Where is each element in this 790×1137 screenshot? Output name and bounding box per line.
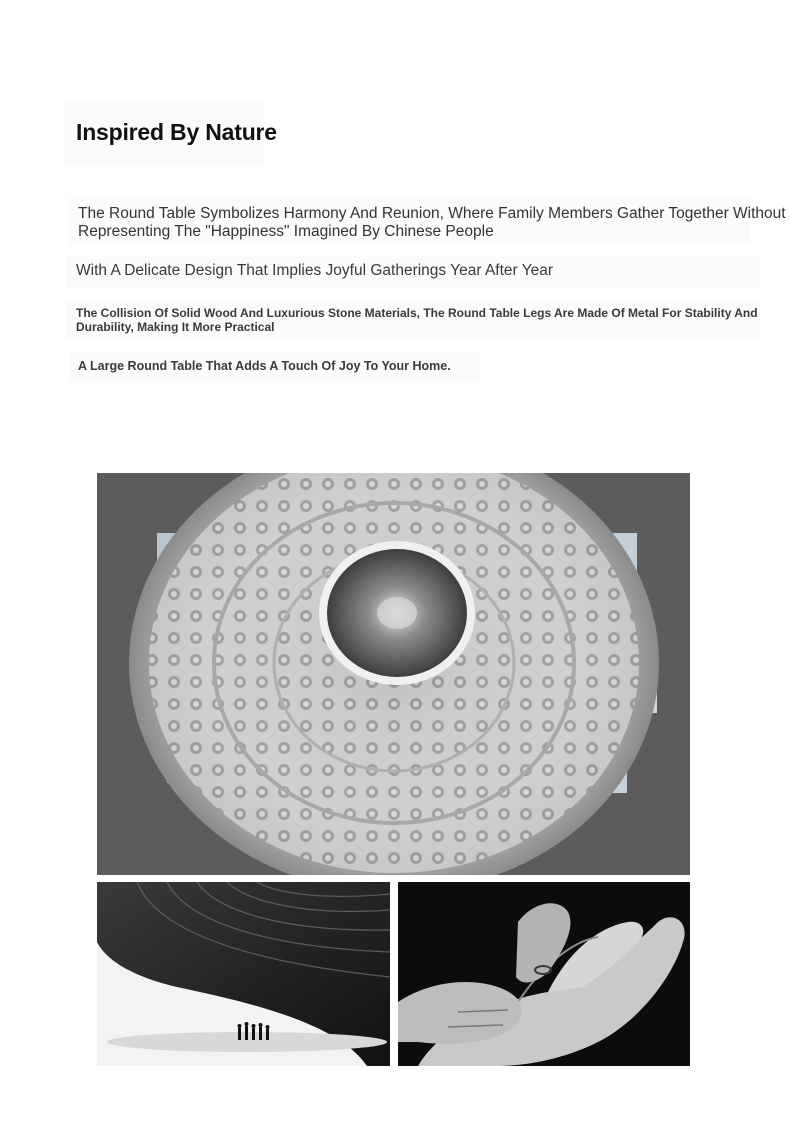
hands-graphic (398, 882, 690, 1066)
intro-paragraph (78, 205, 790, 241)
intro-paragraph-line-2: Representing The "Happiness" Imagined By Chinese People (78, 223, 494, 240)
design-paragraph: With A Delicate Design That Implies Joyful Gatherings Year After Year (76, 262, 554, 279)
curved-building-photo (97, 882, 390, 1066)
curved-building-graphic (97, 882, 390, 1066)
title-block (64, 100, 277, 166)
intro-paragraph-line-1: The Round Table Symbolizes Harmony And Reunion, Where Family Members Gather Together Without (78, 205, 786, 222)
design-paragraph-block (66, 256, 760, 288)
intro-paragraph-block (68, 198, 786, 244)
materials-paragraph-block (66, 302, 760, 338)
dome-ceiling-graphic (97, 473, 690, 875)
page-title: Inspired By Nature (76, 119, 277, 145)
materials-paragraph: The Collision Of Solid Wood And Luxurious Stone Materials, The Round Table Legs Are Made Of Metal For Stability And Durability, Making It More Practical (76, 306, 758, 334)
hands-photo (398, 882, 690, 1066)
tagline-block (70, 352, 480, 382)
dome-ceiling-photo (97, 473, 690, 875)
tagline: A Large Round Table That Adds A Touch Of Joy To Your Home. (78, 359, 451, 373)
